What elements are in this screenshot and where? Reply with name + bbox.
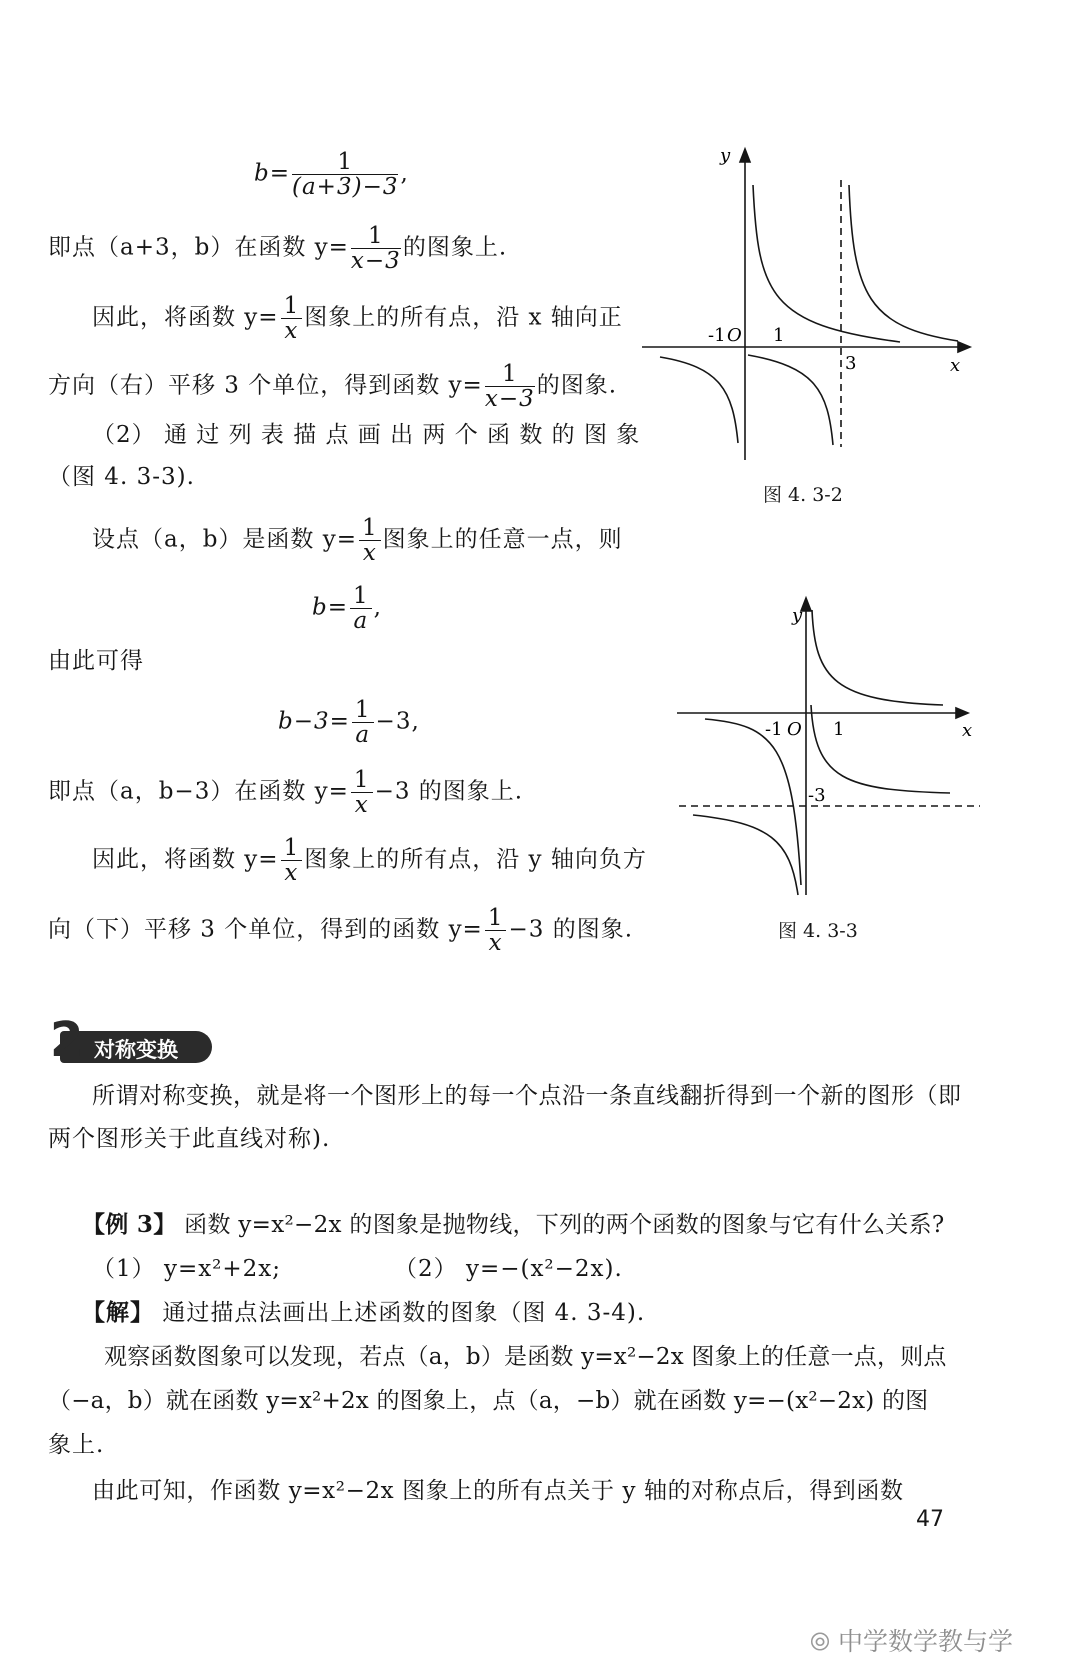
line8-num: 1 [351, 768, 373, 793]
line6-den: x [362, 540, 377, 566]
watermark-text: 中学数学教与学 [837, 1627, 1013, 1656]
line6-post: 图象上的任意一点，则 [382, 526, 623, 553]
eq1-lhs: b= [254, 160, 290, 187]
solution-tag: 【解】 [82, 1299, 154, 1326]
example-3-tag: 【例 3】 [82, 1211, 177, 1238]
fig3-y-arrow [801, 598, 811, 611]
fig3-x-label: x [962, 720, 973, 741]
line1-den: x−3 [350, 248, 401, 274]
line2-fraction [281, 294, 303, 343]
eq2-num: 1 [350, 584, 372, 609]
eq3-fraction [352, 698, 374, 747]
fig2-tick-neg1: -1 [708, 325, 726, 346]
fig2-x-label: x [950, 355, 961, 376]
text-line-7: 由此可得 [48, 648, 144, 674]
observation-line-3: 象上. [48, 1432, 105, 1458]
section-title: 对称变换 [94, 1038, 178, 1062]
line3-den: x−3 [484, 386, 535, 412]
line10-post: −3 的图象. [508, 916, 634, 943]
line10-den: x [488, 930, 503, 956]
line1-fraction [351, 224, 401, 273]
para1-line-a: 所谓对称变换，就是将一个图形上的每一个点沿一条直线翻折得到一个新的图形（即 [92, 1083, 962, 1109]
eq1-den: (a+3)−3 [292, 174, 399, 200]
equation-b-eq-1-over-a [312, 584, 382, 633]
para1-line-b: 两个图形关于此直线对称). [48, 1126, 331, 1152]
line8-fraction [351, 768, 373, 817]
eq1-fraction [292, 150, 398, 199]
text-line-4: （2） 通 过 列 表 描 点 画 出 两 个 函 数 的 图 象 [92, 422, 641, 448]
eq2-den: a [353, 608, 369, 634]
line8-post: −3 的图象上. [374, 778, 524, 805]
fig3-tick-1: 1 [833, 719, 845, 740]
line3-num: 1 [485, 362, 535, 387]
observation-line-1: 观察函数图象可以发现，若点（a，b）是函数 y=x²−2x 图象上的任意一点，则点 [104, 1344, 947, 1370]
text-line-8 [48, 768, 523, 817]
line2-num: 1 [281, 294, 303, 319]
line10-num: 1 [485, 906, 507, 931]
fig2-y-arrow [740, 149, 750, 162]
solution-line [82, 1298, 645, 1328]
text-line-9 [92, 836, 647, 885]
fig2-x-arrow [958, 342, 970, 352]
line2-den: x [284, 318, 299, 344]
example-3-option-2: （2） y=−(x²−2x). [394, 1256, 623, 1282]
fig2-curve-1-over-x-left [660, 357, 738, 443]
eq3-den: a [355, 722, 371, 748]
observation-line-2: （−a，b）就在函数 y=x²+2x 的图象上，点（a，−b）就在函数 y=−(x²−2x) 的图 [48, 1388, 929, 1414]
fig2-curve-shifted-left [748, 355, 833, 445]
line2-post: 图象上的所有点，沿 x 轴向正 [304, 304, 623, 331]
line9-fraction [281, 836, 303, 885]
fig2-origin: O [727, 325, 742, 346]
solution-text: 通过描点法画出上述函数的图象（图 4. 3-4). [162, 1300, 646, 1326]
line2-pre: 因此，将函数 y= [92, 304, 279, 331]
line6-pre: 设点（a，b）是函数 y= [92, 526, 358, 553]
line3-pre: 方向（右）平移 3 个单位，得到函数 y= [48, 372, 483, 399]
line6-num: 1 [359, 516, 381, 541]
conclusion-line: 由此可知，作函数 y=x²−2x 图象上的所有点关于 y 轴的对称点后，得到函数 [92, 1478, 904, 1504]
fig3-tick-neg1: -1 [765, 719, 783, 740]
line9-pre: 因此，将函数 y= [92, 846, 279, 873]
section-number: 2 [50, 1012, 84, 1068]
line8-pre: 即点（a，b−3）在函数 y= [48, 778, 349, 805]
fig3-caption: 图 4. 3-3 [778, 920, 858, 942]
line1-post: 的图象上. [402, 234, 508, 261]
line9-den: x [284, 860, 299, 886]
fig3-origin: O [787, 719, 802, 740]
equation-b-minus-3 [278, 698, 420, 747]
eq2-fraction [350, 584, 372, 633]
fig3-x-arrow [956, 708, 968, 718]
line9-num: 1 [281, 836, 303, 861]
fig3-curve-shifted-left [693, 815, 798, 895]
text-line-2 [92, 294, 623, 343]
fig2-tick-1: 1 [773, 325, 785, 346]
eq1-num: 1 [292, 150, 398, 175]
text-line-6 [92, 516, 623, 565]
text-line-1 [48, 224, 507, 273]
watermark [810, 1622, 1013, 1658]
fig2-tick-3: 3 [845, 353, 857, 374]
text-line-10 [48, 906, 633, 955]
line3-post: 的图象. [536, 372, 618, 399]
line1-num: 1 [351, 224, 401, 249]
line1-pre: 即点（a+3，b）在函数 y= [48, 234, 349, 261]
section-banner [50, 1012, 212, 1068]
line10-fraction [485, 906, 507, 955]
line8-den: x [354, 792, 369, 818]
eq3-tail: −3, [375, 708, 420, 735]
line3-fraction [485, 362, 535, 411]
fig3-tick-neg3: -3 [808, 785, 826, 806]
fig3-curve-shifted-right [811, 705, 950, 793]
line6-fraction [359, 516, 381, 565]
wechat-icon: ⦾ [810, 1627, 831, 1656]
eq2-tail: , [373, 594, 382, 621]
text-line-5: （图 4. 3-3). [48, 464, 195, 490]
line9-post: 图象上的所有点，沿 y 轴向负方 [304, 846, 647, 873]
eq1-tail: , [400, 160, 409, 187]
figure-4-3-2 [640, 145, 980, 465]
fig3-curve-1-over-x-right [812, 610, 943, 705]
example-3-text: 函数 y=x²−2x 的图象是抛物线，下列的两个函数的图象与它有什么关系? [184, 1212, 945, 1238]
fig3-curve-1-over-x-left [705, 719, 801, 885]
eq2-lhs: b= [312, 594, 348, 621]
fig3-y-label: y [792, 605, 803, 626]
fig2-y-label: y [720, 145, 731, 166]
example-3-option-1: （1） y=x²+2x; [92, 1256, 282, 1282]
equation-b-shift-x [254, 150, 409, 199]
page-number: 47 [916, 1507, 944, 1532]
fig2-curve-shifted-right [849, 185, 958, 341]
fig2-curve-1-over-x-right [753, 185, 900, 342]
text-line-3 [48, 362, 617, 411]
eq3-num: 1 [352, 698, 374, 723]
eq3-lhs: b−3= [278, 708, 350, 735]
fig2-caption: 图 4. 3-2 [763, 484, 843, 506]
example-3 [82, 1210, 945, 1240]
line10-pre: 向（下）平移 3 个单位，得到的函数 y= [48, 916, 483, 943]
figure-4-3-3 [675, 595, 985, 905]
